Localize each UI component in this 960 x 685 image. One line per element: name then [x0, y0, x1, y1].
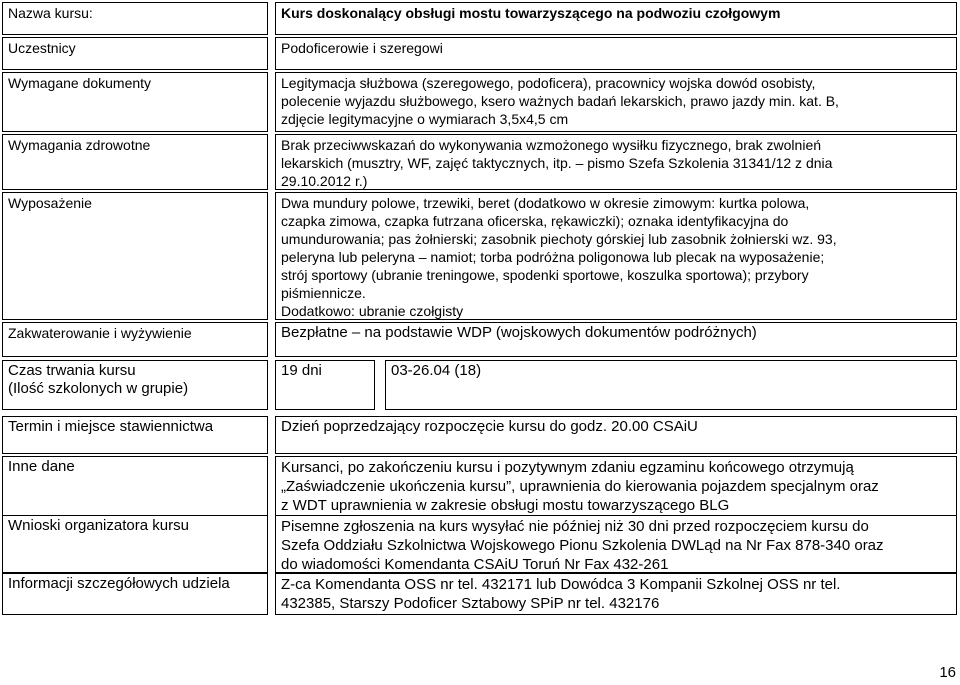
text-line: umundurowania; pas żołnierski; zasobnik piechoty górskiej lub zasobnik żołnierski wz. 93, [281, 231, 837, 247]
label-organizer-requests: Wnioski organizatora kursu [2, 515, 268, 573]
row-accommodation [0, 322, 960, 357]
value-equipment [275, 192, 957, 320]
text-line: Dwa mundury polowe, trzewiki, beret (dodatkowo w okresie zimowym: kurtka polowa, [281, 195, 810, 211]
row-course-name [0, 2, 960, 35]
label-duration [2, 360, 268, 410]
value-course-name: Kurs doskonalący obsługi mostu towarzyszącego na podwoziu czołgowym [275, 2, 957, 35]
text-line: peleryna lub peleryna – namiot; torba podróżna poligonowa lub plecak na wyposażenie; [281, 249, 825, 265]
text-line: czapka zimowa, czapka futrzana oficerska, rękawiczki); oznaka identyfikacyjna do [281, 213, 789, 229]
text-line: Kursanci, po zakończeniu kursu i pozytywnym zdaniu egzaminu końcowego otrzymują [281, 459, 854, 476]
row-required-documents [0, 72, 960, 132]
value-reporting: Dzień poprzedzający rozpoczęcie kursu do godz. 20.00 CSAiU [275, 416, 957, 454]
row-duration [0, 360, 960, 410]
value-other-data [275, 456, 957, 516]
row-reporting [0, 416, 960, 454]
label-course-name: Nazwa kursu: [2, 2, 268, 35]
text-line: 432385, Starszy Podoficer Sztabowy SPiP nr tel. 432176 [281, 595, 660, 612]
text-line: Dodatkowo: ubranie czołgisty [281, 303, 464, 319]
label-contact-info: Informacji szczegółowych udziela [2, 573, 268, 615]
text-line: Brak przeciwwskazań do wykonywania wzmożonego wysiłku fizycznego, brak zwolnień [281, 137, 822, 153]
row-contact-info [0, 573, 960, 615]
row-participants [0, 37, 960, 70]
text-line: polecenie wyjazdu służbowego, ksero ważnych badań lekarskich, prawo jazdy min. kat. B, [281, 93, 839, 109]
value-duration-days: 19 dni [275, 360, 375, 410]
text-line: Szefa Oddziału Szkolnictwa Wojskowego Pionu Szkolenia DWLąd na Nr Fax 878-340 oraz [281, 537, 884, 554]
text-line: zdjęcie legitymacyjne o wymiarach 3,5x4,5 cm [281, 111, 569, 127]
text-line: „Zaświadczenie ukończenia kursu”, uprawnienia do kierowania pojazdem specjalnym oraz [281, 478, 879, 495]
label-other-data: Inne dane [2, 456, 268, 516]
row-other-data [0, 456, 960, 516]
label-required-documents: Wymagane dokumenty [2, 72, 268, 132]
label-health-requirements: Wymagania zdrowotne [2, 134, 268, 190]
text-line: 29.10.2012 r.) [281, 173, 368, 189]
text-line: z WDT uprawnienia w zakresie obsługi mostu towarzyszącego BLG [281, 497, 730, 514]
label-reporting: Termin i miejsce stawiennictwa [2, 416, 268, 454]
text-line: Pisemne zgłoszenia na kurs wysyłać nie później niż 30 dni przed rozpoczęciem kursu do [281, 518, 869, 535]
value-duration-dates: 03-26.04 (18) [385, 360, 957, 410]
label-participants: Uczestnicy [2, 37, 268, 70]
row-health-requirements [0, 134, 960, 190]
page-number: 16 [939, 664, 956, 681]
text-line: piśmiennicze. [281, 285, 366, 301]
value-contact-info [275, 573, 957, 615]
text-line: Legitymacja służbowa (szeregowego, podoficera), pracownicy wojska dowód osobisty, [281, 75, 816, 91]
value-health-requirements [275, 134, 957, 190]
row-equipment [0, 192, 960, 320]
text-line: (Ilość szkolonych w grupie) [8, 380, 189, 397]
text-line: strój sportowy (ubranie treningowe, spodenki sportowe, koszulka sportowa); przybory [281, 267, 809, 283]
text-line: lekarskich (musztry, WF, zajęć taktycznych, itp. – pismo Szefa Szkolenia 31341/12 z dnia [281, 155, 833, 171]
row-organizer-requests [0, 515, 960, 573]
value-required-documents [275, 72, 957, 132]
label-accommodation: Zakwaterowanie i wyżywienie [2, 322, 268, 357]
text-line: do wiadomości Komendanta CSAiU Toruń Nr Fax 432-261 [281, 556, 669, 573]
value-accommodation: Bezpłatne – na podstawie WDP (wojskowych dokumentów podróżnych) [275, 322, 957, 357]
label-equipment: Wyposażenie [2, 192, 268, 320]
value-organizer-requests [275, 515, 957, 573]
text-line: Z-ca Komendanta OSS nr tel. 432171 lub Dowódca 3 Kompanii Szkolnej OSS nr tel. [281, 576, 841, 593]
value-participants: Podoficerowie i szeregowi [275, 37, 957, 70]
text-line: Czas trwania kursu [8, 362, 136, 379]
